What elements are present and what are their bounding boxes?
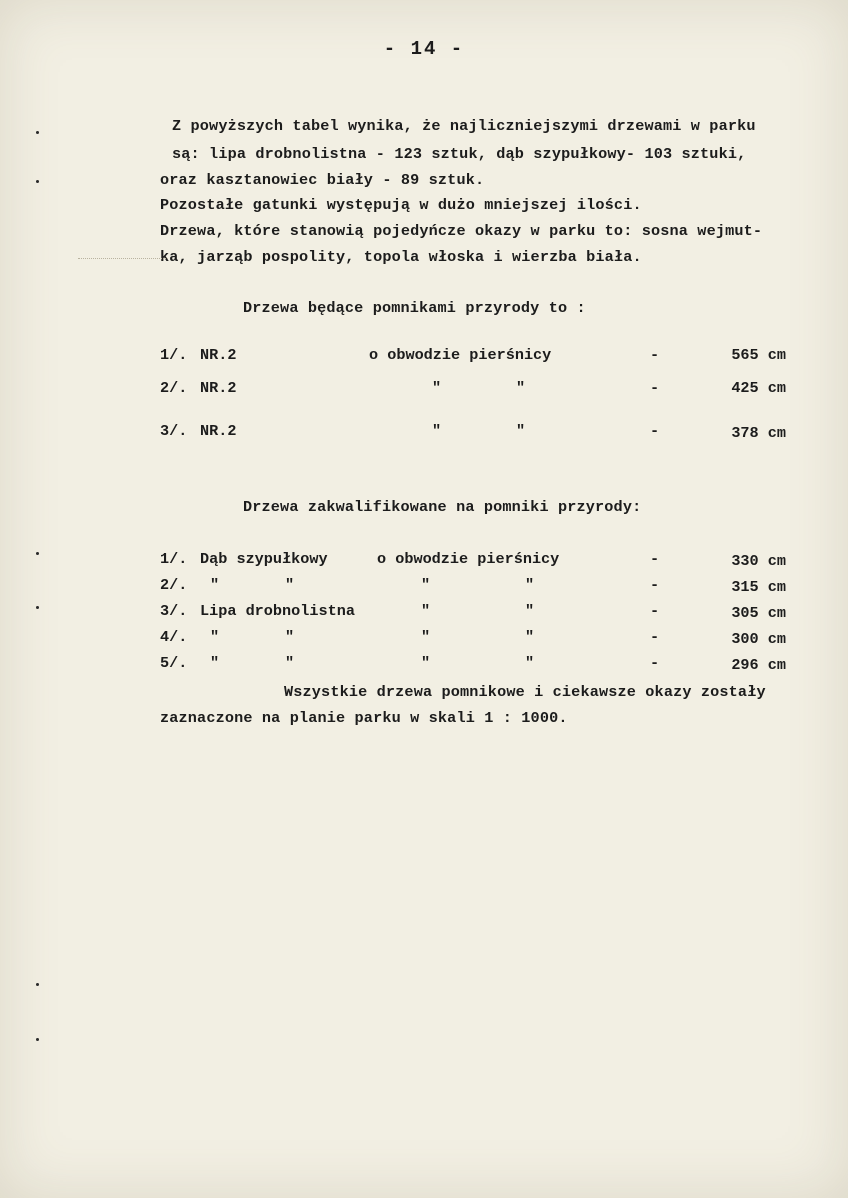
circumference-value: 565 cm [731, 346, 786, 364]
tree-species-ditto: " [285, 654, 295, 672]
tree-label: NR.2 [200, 422, 237, 440]
row-description: " [421, 628, 431, 646]
row-number: 2/. [160, 576, 188, 594]
circumference-value: 330 cm [731, 552, 786, 570]
row-description-ditto: " [516, 379, 526, 397]
row-description: " [421, 654, 431, 672]
row-number: 5/. [160, 654, 188, 672]
row-description-ditto: " [516, 422, 526, 440]
qualified-heading: Drzewa zakwalifikowane na pomniki przyrody: [243, 498, 642, 516]
tree-species-ditto: " [285, 628, 295, 646]
tree-label: NR.2 [200, 346, 237, 364]
tree-species: " [210, 654, 220, 672]
paragraph-line: Pozostałe gatunki występują w dużo mniejszej ilości. [160, 196, 642, 214]
paragraph-line: oraz kasztanowiec biały - 89 sztuk. [160, 171, 485, 189]
circumference-value: 305 cm [731, 604, 786, 622]
closing-line: zaznaczone na planie parku w skali 1 : 1000. [160, 709, 568, 727]
row-description: " [421, 576, 431, 594]
row-description-ditto: " [525, 654, 535, 672]
closing-line: Wszystkie drzewa pomnikowe i ciekawsze okazy zostały [284, 683, 766, 701]
row-dash: - [650, 654, 660, 672]
row-dash: - [650, 550, 660, 568]
row-dash: - [650, 628, 660, 646]
row-dash: - [650, 602, 660, 620]
paragraph-line: są: lipa drobnolistna - 123 sztuk, dąb szypułkowy- 103 sztuki, [172, 145, 747, 163]
row-description-ditto: " [525, 576, 535, 594]
circumference-value: 378 cm [731, 424, 786, 442]
row-dash: - [650, 346, 660, 364]
paragraph-line: ka, jarząb pospolity, topola włoska i wierzba biała. [160, 248, 642, 266]
margin-dot [36, 606, 39, 609]
circumference-value: 300 cm [731, 630, 786, 648]
page-number: - 14 - [383, 38, 465, 60]
tree-species: " [210, 576, 220, 594]
row-description: " [432, 379, 442, 397]
tree-label: NR.2 [200, 379, 237, 397]
margin-dot [36, 1038, 39, 1041]
tree-species: " [210, 628, 220, 646]
row-number: 3/. [160, 422, 188, 440]
row-description-ditto: " [525, 602, 535, 620]
tree-species-ditto: " [285, 576, 295, 594]
row-dash: - [650, 576, 660, 594]
row-number: 1/. [160, 346, 188, 364]
row-number: 3/. [160, 602, 188, 620]
paragraph-line: Z powyższych tabel wynika, że najliczniejszymi drzewami w parku [172, 117, 756, 135]
row-description: " [432, 422, 442, 440]
tree-species: Lipa drobnolistna [200, 602, 355, 620]
paragraph-line: Drzewa, które stanowią pojedyńcze okazy w parku to: sosna wejmut- [160, 222, 763, 240]
tree-species: Dąb szypułkowy [200, 550, 328, 568]
margin-dot [36, 552, 39, 555]
row-number: 4/. [160, 628, 188, 646]
row-dash: - [650, 422, 660, 440]
margin-rule [78, 258, 168, 259]
circumference-value: 425 cm [731, 379, 786, 397]
margin-dot [36, 131, 39, 134]
row-description: o obwodzie pierśnicy [377, 550, 560, 568]
margin-dot [36, 983, 39, 986]
circumference-value: 296 cm [731, 656, 786, 674]
monuments-heading: Drzewa będące pomnikami przyrody to : [243, 299, 586, 317]
row-dash: - [650, 379, 660, 397]
row-number: 2/. [160, 379, 188, 397]
row-description: " [421, 602, 431, 620]
row-description: o obwodzie pierśnicy [369, 346, 552, 364]
row-number: 1/. [160, 550, 188, 568]
margin-dot [36, 180, 39, 183]
row-description-ditto: " [525, 628, 535, 646]
circumference-value: 315 cm [731, 578, 786, 596]
